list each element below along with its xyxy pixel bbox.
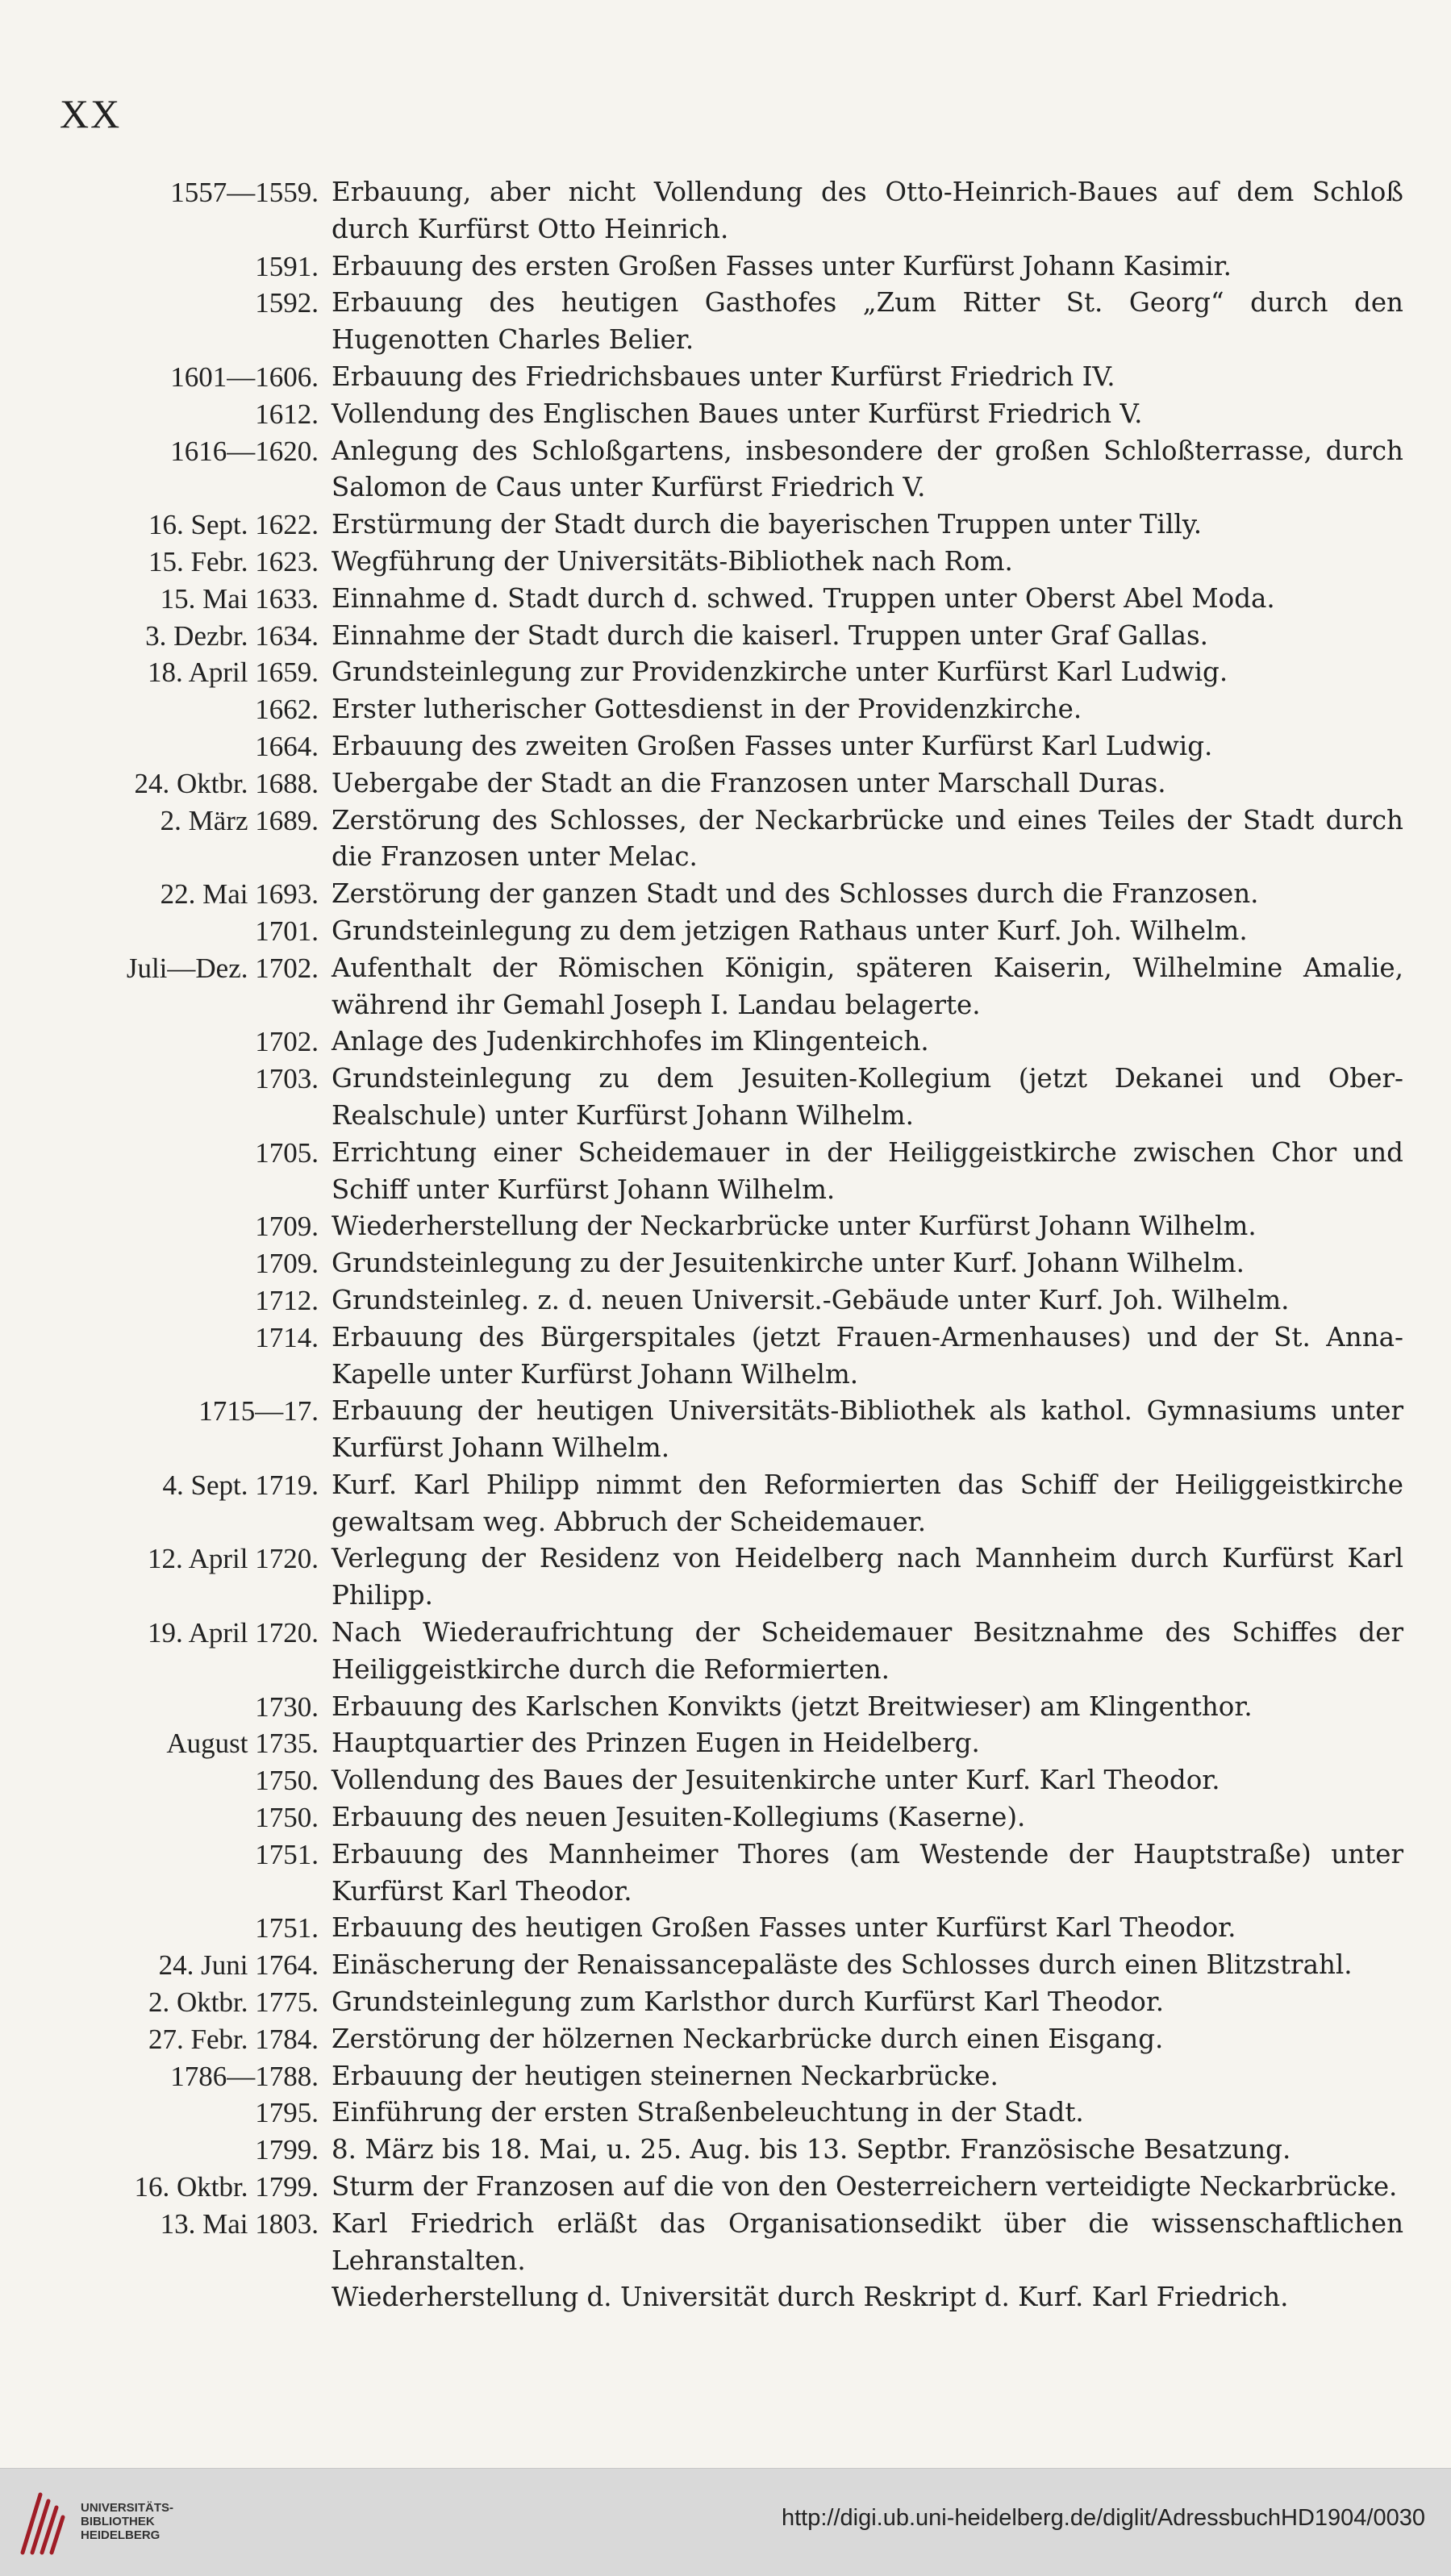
page-number: XX [60, 91, 122, 136]
entry-text: Nach Wiederaufrichtung der Scheidemauer Besitznahme des Schiffes der Heiliggeistkirche durch die Reformierten. [331, 1617, 1403, 1685]
chronology-entry [32, 2058, 1403, 2095]
chronology-entry [32, 506, 1403, 544]
chronology-entry [32, 2095, 1403, 2132]
chronology-entry [32, 248, 1403, 286]
entry-text: Anlage des Judenkirchhofes im Klingenteich. [331, 1026, 929, 1057]
entry-date: 27. Febr. 1784. [148, 2023, 319, 2055]
entry-text: Erbauung des heutigen Großen Fasses unter Kurfürst Karl Theodor. [331, 1912, 1236, 1944]
entry-date: 16. Oktbr. 1799. [134, 2171, 319, 2203]
entry-date: 1557—1559. [170, 177, 319, 208]
chronology-entry [32, 765, 1403, 802]
entry-text: Zerstörung der ganzen Stadt und des Schlosses durch die Franzosen. [331, 878, 1259, 910]
chronology-entry [32, 2169, 1403, 2206]
entry-date: 1799. [255, 2134, 319, 2166]
entry-date: 1786—1788. [170, 2060, 319, 2092]
entry-text: Erbauung des neuen Jesuiten-Kollegiums (Kaserne). [331, 1802, 1026, 1833]
chronology-entry [32, 1725, 1403, 1762]
entry-date: 1601—1606. [170, 361, 319, 393]
entry-text: Hauptquartier des Prinzen Eugen in Heidelberg. [331, 1728, 980, 1759]
entry-date: 1664. [255, 730, 319, 762]
chronology-entry [32, 433, 1403, 507]
chronology-entry [32, 1245, 1403, 1282]
entry-date: 1705. [255, 1136, 319, 1169]
entry-text: Erster lutherischer Gottesdienst in der Providenzkirche. [331, 694, 1082, 725]
entry-text: Einäscherung der Renaissancepaläste des Schlosses durch einen Blitzstrahl. [331, 1949, 1353, 1981]
entry-date: 24. Oktbr. 1688. [134, 767, 319, 799]
entry-text: Verlegung der Residenz von Heidelberg nach Mannheim durch Kurfürst Karl Philipp. [331, 1543, 1403, 1611]
entry-text: 8. März bis 18. Mai, u. 25. Aug. bis 13. Septbr. Französische Besatzung. [331, 2134, 1291, 2165]
chronology-entry [32, 2132, 1403, 2169]
entry-text: Erbauung des Karlschen Konvikts (jetzt Breitwieser) am Klingenthor. [331, 1690, 1253, 1722]
entry-date: 1709. [255, 1248, 319, 1280]
entry-date: 1709. [255, 1211, 319, 1243]
chronology-entry [32, 1799, 1403, 1836]
entry-text: Grundsteinlegung zur Providenzkirche unter Kurfürst Karl Ludwig. [331, 657, 1228, 688]
chronology-entry [32, 1540, 1403, 1615]
entry-date: 2. Oktbr. 1775. [148, 1986, 319, 2019]
chronology-entry [32, 2279, 1403, 2316]
entry-text: Wiederherstellung der Neckarbrücke unter Kurfürst Johann Wilhelm. [331, 1211, 1257, 1242]
entry-date: 1701. [255, 915, 319, 947]
chronology-entry [32, 2206, 1403, 2280]
entry-date: 1751. [255, 1912, 319, 1945]
entry-text: Zerstörung der hölzernen Neckarbrücke durch einen Eisgang. [331, 2023, 1164, 2054]
entry-date: 1730. [255, 1690, 319, 1723]
footer-bar [0, 2468, 1451, 2576]
entry-date: 1703. [255, 1063, 319, 1095]
chronology-entry [32, 1836, 1403, 1911]
entry-text: Grundsteinlegung zu der Jesuitenkirche unter Kurf. Johann Wilhelm. [331, 1248, 1245, 1279]
entry-text: Erbauung des Friedrichsbaues unter Kurfürst Friedrich IV. [331, 361, 1115, 392]
chronology-entry [32, 1910, 1403, 1947]
chronology-entry [32, 1023, 1403, 1061]
entry-text: Karl Friedrich erläßt das Organisationsedikt über die wissenschaftlichen Lehranstalten. [331, 2207, 1403, 2276]
chronology-entry [32, 950, 1403, 1024]
entry-text: Aufenthalt der Römischen Königin, späteren Kaiserin, Wilhelmine Amalie, während ihr Gemahl Joseph I. Landau belagerte. [331, 952, 1403, 1020]
entry-text: Vollendung des Englischen Baues unter Kurfürst Friedrich V. [331, 398, 1143, 429]
entry-date: 4. Sept. 1719. [162, 1469, 319, 1501]
library-logo-icon [16, 2490, 68, 2557]
chronology-entry [32, 1984, 1403, 2021]
entry-date: 1751. [255, 1838, 319, 1870]
entry-date: 1612. [255, 398, 319, 430]
logo-line: UNIVERSITÄTS- [81, 2501, 174, 2515]
chronology-entry [32, 802, 1403, 877]
entry-text: Grundsteinlegung zu dem Jesuiten-Kollegium (jetzt Dekanei und Ober-Realschule) unter Kurfürst Johann Wilhelm. [331, 1063, 1403, 1131]
entry-date: 1750. [255, 1765, 319, 1797]
entry-date: 1662. [255, 694, 319, 726]
chronology-entry [32, 2021, 1403, 2058]
chronology-entry [32, 913, 1403, 950]
entry-date: 15. Febr. 1623. [148, 545, 319, 577]
entry-date: 1592. [255, 287, 319, 319]
entry-date: 1715—17. [198, 1395, 319, 1428]
entry-date: August 1735. [166, 1728, 319, 1760]
chronology-entry [32, 1282, 1403, 1319]
chronology-entry [32, 1319, 1403, 1394]
chronology-entry [32, 1467, 1403, 1541]
entry-date: 15. Mai 1633. [160, 582, 319, 615]
entry-text: Grundsteinleg. z. d. neuen Universit.-Gebäude unter Kurf. Joh. Wilhelm. [331, 1284, 1290, 1315]
entry-text: Grundsteinlegung zum Karlsthor durch Kurfürst Karl Theodor. [331, 1986, 1165, 2018]
entry-date: Juli—Dez. 1702. [126, 952, 319, 984]
chronology-entry [32, 876, 1403, 913]
library-logo-text [81, 2501, 242, 2542]
chronology-entry [32, 1208, 1403, 1245]
entry-text: Vollendung des Baues der Jesuitenkirche unter Kurf. Karl Theodor. [331, 1765, 1220, 1796]
chronology-entry [32, 1689, 1403, 1726]
entry-text: Anlegung des Schloßgartens, insbesondere der großen Schloßterrasse, durch Salomon de Caus unter Kurfürst Friedrich V. [331, 435, 1403, 503]
entry-text: Grundsteinlegung zu dem jetzigen Rathaus unter Kurf. Joh. Wilhelm. [331, 915, 1248, 946]
entry-date: 18. April 1659. [148, 657, 319, 689]
entry-date: 1795. [255, 2097, 319, 2129]
entry-text: Einnahme der Stadt durch die kaiserl. Truppen unter Graf Gallas. [331, 619, 1208, 651]
entry-date: 1714. [255, 1321, 319, 1353]
chronology-entry [32, 359, 1403, 396]
entry-date: 24. Juni 1764. [158, 1949, 319, 1982]
entry-date: 3. Dezbr. 1634. [145, 619, 319, 652]
entry-date: 16. Sept. 1622. [148, 509, 319, 541]
entry-text: Erbauung der heutigen steinernen Neckarbrücke. [331, 2060, 999, 2091]
entry-text: Erbauung, aber nicht Vollendung des Otto-Heinrich-Baues auf dem Schloß durch Kurfürst Otto Heinrich. [331, 177, 1403, 244]
chronology-entry [32, 728, 1403, 765]
chronology-entry [32, 544, 1403, 581]
entry-date: 22. Mai 1693. [160, 878, 319, 911]
entry-date: 1702. [255, 1026, 319, 1058]
entry-date: 1712. [255, 1284, 319, 1316]
entry-text: Erbauung des heutigen Gasthofes „Zum Ritter St. Georg“ durch den Hugenotten Charles Belier. [331, 287, 1403, 356]
chronology-entry [32, 174, 1403, 248]
chronology-entry [32, 581, 1403, 618]
chronology-entry [32, 1135, 1403, 1209]
entry-text: Errichtung einer Scheidemauer in der Heiliggeistkirche zwischen Chor und Schiff unter Kurfürst Johann Wilhelm. [331, 1136, 1403, 1205]
entry-date: 13. Mai 1803. [160, 2207, 319, 2240]
entry-text: Wiederherstellung d. Universität durch Reskript d. Kurf. Karl Friedrich. [331, 2282, 1289, 2313]
entry-text: Einnahme d. Stadt durch d. schwed. Truppen unter Oberst Abel Moda. [331, 582, 1275, 614]
entry-text: Uebergabe der Stadt an die Franzosen unter Marschall Duras. [331, 767, 1166, 798]
logo-line: HEIDELBERG [81, 2528, 161, 2542]
chronology-entry [32, 1615, 1403, 1689]
logo-line: BIBLIOTHEK [81, 2515, 155, 2528]
entry-date: 1616—1620. [170, 435, 319, 467]
entry-text: Sturm der Franzosen auf die von den Oesterreichern verteidigte Neckarbrücke. [331, 2171, 1398, 2203]
entry-text: Zerstörung des Schlosses, der Neckarbrücke und eines Teiles der Stadt durch die Franzosen unter Melac. [331, 804, 1403, 873]
chronology-entry [32, 285, 1403, 359]
chronology-entry [32, 1762, 1403, 1799]
source-url-link[interactable]: http://digi.ub.uni-heidelberg.de/diglit/AdressbuchHD1904/0030 [781, 2505, 1425, 2531]
entry-date: 12. April 1720. [148, 1543, 319, 1575]
entry-date: 1591. [255, 250, 319, 282]
chronology-entry [32, 1947, 1403, 1984]
entry-text: Kurf. Karl Philipp nimmt den Reformierten das Schiff der Heiliggeistkirche gewaltsam weg. Abbruch der Scheidemauer. [331, 1469, 1403, 1537]
entry-date: 1750. [255, 1802, 319, 1834]
entry-text: Einführung der ersten Straßenbeleuchtung in der Stadt. [331, 2097, 1084, 2128]
entry-date: 2. März 1689. [160, 804, 319, 836]
entry-text: Erbauung des Mannheimer Thores (am Westende der Hauptstraße) unter Kurfürst Karl Theodor. [331, 1838, 1403, 1907]
chronology-entry [32, 1061, 1403, 1135]
entry-text: Erstürmung der Stadt durch die bayerischen Truppen unter Tilly. [331, 509, 1203, 540]
chronology-entry [32, 1393, 1403, 1467]
entry-text: Erbauung der heutigen Universitäts-Bibliothek als kathol. Gymnasiums unter Kurfürst Johann Wilhelm. [331, 1395, 1403, 1464]
chronology-entry [32, 618, 1403, 655]
entry-text: Wegführung der Universitäts-Bibliothek nach Rom. [331, 545, 1013, 577]
chronology-entry [32, 691, 1403, 728]
chronology-list [32, 174, 1403, 2316]
entry-text: Erbauung des Bürgerspitales (jetzt Frauen-Armenhauses) und der St. Anna-Kapelle unter Kurfürst Johann Wilhelm. [331, 1321, 1403, 1390]
entry-text: Erbauung des zweiten Großen Fasses unter Kurfürst Karl Ludwig. [331, 730, 1213, 761]
chronology-entry [32, 396, 1403, 433]
entry-text: Erbauung des ersten Großen Fasses unter Kurfürst Johann Kasimir. [331, 250, 1232, 281]
entry-date: 19. April 1720. [148, 1617, 319, 1649]
chronology-entry [32, 654, 1403, 691]
